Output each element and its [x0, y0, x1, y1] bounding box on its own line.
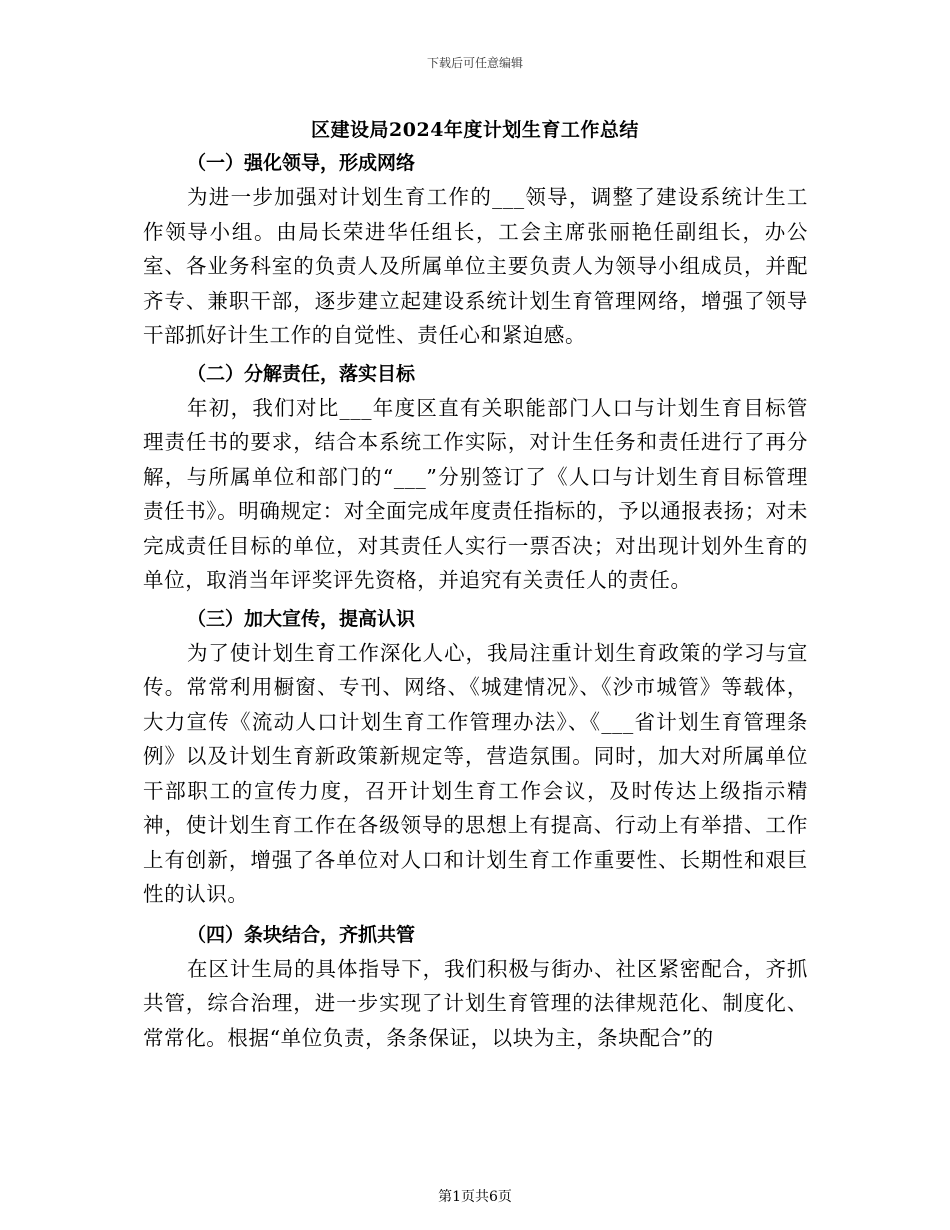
section-paragraph-2: 年初，我们对比___年度区直有关职能部门人口与计划生育目标管理责任书的要求，结合本系统工作实际，对计生任务和责任进行了再分解，与所属单位和部门的“___”分别签订了《人口与计划生育目标管理责任书》。明确规定：对全面完成年度责任指标的，予以通报表扬；对未完成责任目标的单位，对其责任人实行一票否决；对出现计划外生育的单位，取消当年评奖评先资格，并追究有关责任人的责任。	[143, 395, 808, 592]
document-body	[143, 146, 808, 1055]
section-heading-4: （四）条块结合，齐抓共管	[187, 923, 416, 946]
header-note: 下载后可任意编辑	[426, 56, 523, 70]
section-heading-2: （二）分解责任，落实目标	[187, 362, 416, 385]
section-heading-3: （三）加大宣传，提高认识	[187, 607, 416, 630]
section-heading-1: （一）强化领导，形成网络	[187, 152, 416, 174]
page-footer: 第1页共6页	[438, 1189, 512, 1205]
section-paragraph-4: 在区计生局的具体指导下，我们积极与街办、社区紧密配合，齐抓共管，综合治理，进一步实现了计划生育管理的法律规范化、制度化、常常化。根据“单位负责，条条保证，以块为主，条块配合”的	[143, 956, 808, 1050]
section-paragraph-3: 为了使计划生育工作深化人心，我局注重计划生育政策的学习与宣传。常常利用橱窗、专刊、网络、《城建情况》、《沙市城管》等载体，大力宣传《流动人口计划生育工作管理办法》、《___省计划生育管理条例》以及计划生育新政策新规定等，营造氛围。同时，加大对所属单位干部职工的宣传力度，召开计划生育工作会议，及时传达上级指示精神，使计划生育工作在各级领导的思想上有提高、行动上有举措、工作上有创新，增强了各单位对人口和计划生育工作重要性、长期性和艰巨性的认识。	[143, 640, 808, 906]
section-paragraph-1: 为进一步加强对计划生育工作的___领导，调整了建设系统计生工作领导小组。由局长荣进华任组长，工会主席张丽艳任副组长，办公室、各业务科室的负责人及所属单位主要负责人为领导小组成员，并配齐专、兼职干部，逐步建立起建设系统计划生育管理网络，增强了领导干部抓好计生工作的自觉性、责任心和紧迫感。	[143, 185, 808, 347]
document-title: 区建设局2024年度计划生育工作总结	[311, 119, 639, 141]
